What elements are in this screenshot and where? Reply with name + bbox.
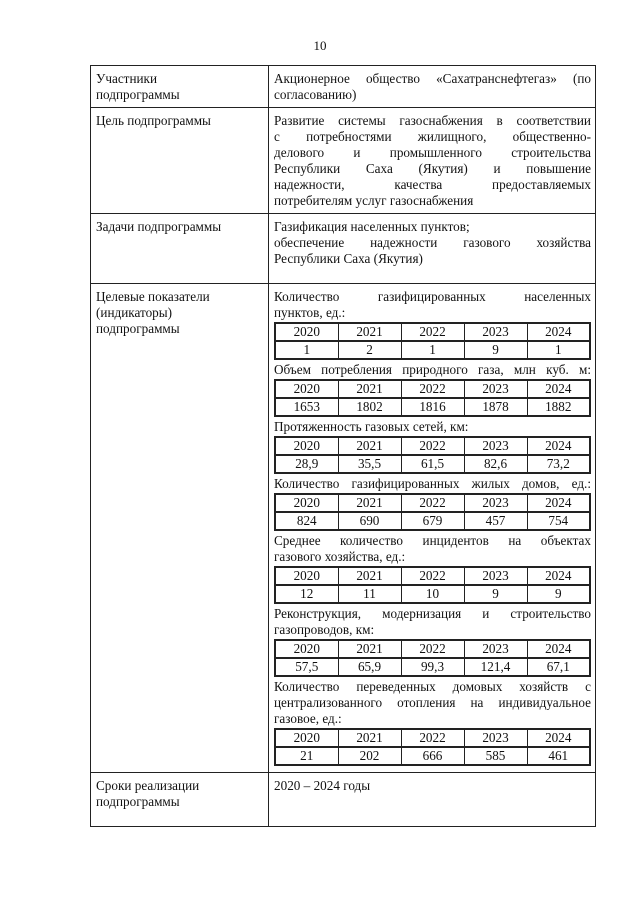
value-cell: 35,5 <box>338 455 401 473</box>
year-cell: 2023 <box>464 640 527 658</box>
indicator-title-line: газопроводов, км: <box>274 622 375 637</box>
value-line: обеспечение надежности газового хозяйства <box>274 235 591 250</box>
subprogram-passport-table <box>90 65 596 827</box>
years-row <box>275 380 590 398</box>
row-value <box>269 284 596 773</box>
label-line: Сроки реализации <box>96 778 200 793</box>
value-cell: 82,6 <box>464 455 527 473</box>
page-number: 10 <box>313 38 327 53</box>
row-label: Цель подпрограммы <box>91 108 269 214</box>
years-row <box>275 640 590 658</box>
value-cell: 10 <box>401 585 464 603</box>
indicator-table <box>274 728 591 766</box>
year-cell: 2024 <box>527 567 590 585</box>
year-cell: 2020 <box>275 380 338 398</box>
year-cell: 2021 <box>338 729 401 747</box>
row-period <box>91 773 596 827</box>
indicator-table <box>274 379 591 417</box>
value-cell: 1816 <box>401 398 464 416</box>
values-row <box>275 398 590 416</box>
row-value <box>269 214 596 284</box>
value-cell: 12 <box>275 585 338 603</box>
value-cell: 73,2 <box>527 455 590 473</box>
value-cell: 11 <box>338 585 401 603</box>
label-line: подпрограммы <box>96 794 180 809</box>
year-cell: 2021 <box>338 380 401 398</box>
year-cell: 2020 <box>275 729 338 747</box>
year-cell: 2023 <box>464 380 527 398</box>
value-cell: 1 <box>401 341 464 359</box>
year-cell: 2024 <box>527 380 590 398</box>
indicator-title-line: Количество газифицированных жилых домов, ед.: <box>274 476 591 491</box>
year-cell: 2022 <box>401 380 464 398</box>
indicator-title-line: централизованного отопления на индивидуальное <box>274 695 591 710</box>
years-row <box>275 729 590 747</box>
year-cell: 2022 <box>401 437 464 455</box>
indicator-title-line: Среднее количество инцидентов на объектах <box>274 533 591 548</box>
value-cell: 28,9 <box>275 455 338 473</box>
year-cell: 2021 <box>338 567 401 585</box>
row-participants <box>91 66 596 108</box>
year-cell: 2024 <box>527 640 590 658</box>
years-row <box>275 437 590 455</box>
values-row <box>275 341 590 359</box>
value-line: Развитие системы газоснабжения в соответствии <box>274 113 591 128</box>
year-cell: 2022 <box>401 323 464 341</box>
year-cell: 2020 <box>275 567 338 585</box>
value-cell: 1878 <box>464 398 527 416</box>
value-line: 2020 – 2024 годы <box>274 778 371 793</box>
label-line: подпрограммы <box>96 321 180 336</box>
value-cell: 61,5 <box>401 455 464 473</box>
value-cell: 679 <box>401 512 464 530</box>
indicator-table <box>274 639 591 677</box>
value-cell: 21 <box>275 747 338 765</box>
year-cell: 2021 <box>338 437 401 455</box>
value-cell: 202 <box>338 747 401 765</box>
values-row <box>275 585 590 603</box>
row-value <box>269 108 596 214</box>
value-line: Акционерное общество «Сахатранснефтегаз» (по <box>274 71 591 86</box>
indicator-block <box>274 606 591 677</box>
indicator-block <box>274 533 591 604</box>
value-cell: 65,9 <box>338 658 401 676</box>
label-line: (индикаторы) <box>96 305 173 320</box>
value-cell: 99,3 <box>401 658 464 676</box>
value-line: Республики Саха (Якутия) <box>274 251 423 266</box>
indicator-title-line: Протяженность газовых сетей, км: <box>274 419 469 434</box>
value-cell: 121,4 <box>464 658 527 676</box>
value-line: потребителям услуг газоснабжения <box>274 193 474 208</box>
row-label: Задачи подпрограммы <box>91 214 269 284</box>
row-value <box>269 773 596 827</box>
year-cell: 2021 <box>338 494 401 512</box>
year-cell: 2022 <box>401 729 464 747</box>
year-cell: 2021 <box>338 323 401 341</box>
row-indicators <box>91 284 596 773</box>
year-cell: 2020 <box>275 323 338 341</box>
row-tasks <box>91 214 596 284</box>
value-line: делового и промышленного строительства <box>274 145 591 160</box>
value-cell: 457 <box>464 512 527 530</box>
year-cell: 2023 <box>464 494 527 512</box>
value-cell: 690 <box>338 512 401 530</box>
row-label <box>91 284 269 773</box>
indicator-title-line: Реконструкция, модернизация и строительство <box>274 606 591 621</box>
value-cell: 585 <box>464 747 527 765</box>
indicator-table <box>274 493 591 531</box>
indicator-block <box>274 476 591 531</box>
value-cell: 9 <box>464 341 527 359</box>
year-cell: 2022 <box>401 494 464 512</box>
indicator-table <box>274 322 591 360</box>
values-row <box>275 747 590 765</box>
value-cell: 461 <box>527 747 590 765</box>
value-cell: 666 <box>401 747 464 765</box>
year-cell: 2020 <box>275 494 338 512</box>
year-cell: 2023 <box>464 567 527 585</box>
label-line: Целевые показатели <box>96 289 210 304</box>
year-cell: 2020 <box>275 640 338 658</box>
value-cell: 1 <box>527 341 590 359</box>
value-line: с потребностями жилищного, общественно- <box>274 129 591 144</box>
years-row <box>275 494 590 512</box>
indicator-title-line: Количество переведенных домовых хозяйств с <box>274 679 591 694</box>
value-line: Республики Саха (Якутия) и повышение <box>274 161 591 176</box>
indicator-title-line: газового хозяйства, ед.: <box>274 549 406 564</box>
indicator-block <box>274 419 591 474</box>
row-value <box>269 66 596 108</box>
year-cell: 2023 <box>464 323 527 341</box>
value-cell: 1802 <box>338 398 401 416</box>
row-goal <box>91 108 596 214</box>
year-cell: 2022 <box>401 640 464 658</box>
year-cell: 2024 <box>527 437 590 455</box>
indicator-title-line: пунктов, ед.: <box>274 305 346 320</box>
indicator-title-line: Объем потребления природного газа, млн куб. м: <box>274 362 591 377</box>
value-cell: 1 <box>275 341 338 359</box>
indicator-table <box>274 566 591 604</box>
year-cell: 2023 <box>464 437 527 455</box>
years-row <box>275 323 590 341</box>
value-cell: 1653 <box>275 398 338 416</box>
values-row <box>275 455 590 473</box>
year-cell: 2024 <box>527 729 590 747</box>
year-cell: 2024 <box>527 323 590 341</box>
value-cell: 754 <box>527 512 590 530</box>
value-cell: 824 <box>275 512 338 530</box>
indicator-block <box>274 289 591 360</box>
row-label <box>91 773 269 827</box>
year-cell: 2020 <box>275 437 338 455</box>
value-cell: 57,5 <box>275 658 338 676</box>
value-line: Газификация населенных пунктов; <box>274 219 470 234</box>
value-line: надежности, качества предоставляемых <box>274 177 591 192</box>
value-cell: 9 <box>464 585 527 603</box>
values-row <box>275 512 590 530</box>
year-cell: 2023 <box>464 729 527 747</box>
row-label <box>91 66 269 108</box>
year-cell: 2022 <box>401 567 464 585</box>
indicator-title-line: газовое, ед.: <box>274 711 342 726</box>
indicator-title-line: Количество газифицированных населенных <box>274 289 591 304</box>
year-cell: 2024 <box>527 494 590 512</box>
value-cell: 9 <box>527 585 590 603</box>
years-row <box>275 567 590 585</box>
values-row <box>275 658 590 676</box>
value-cell: 1882 <box>527 398 590 416</box>
indicator-block <box>274 362 591 417</box>
value-cell: 2 <box>338 341 401 359</box>
indicator-table <box>274 436 591 474</box>
label-line: подпрограммы <box>96 87 180 102</box>
value-line: согласованию) <box>274 87 357 102</box>
label-line: Участники <box>96 71 158 86</box>
year-cell: 2021 <box>338 640 401 658</box>
value-cell: 67,1 <box>527 658 590 676</box>
indicator-block <box>274 679 591 766</box>
